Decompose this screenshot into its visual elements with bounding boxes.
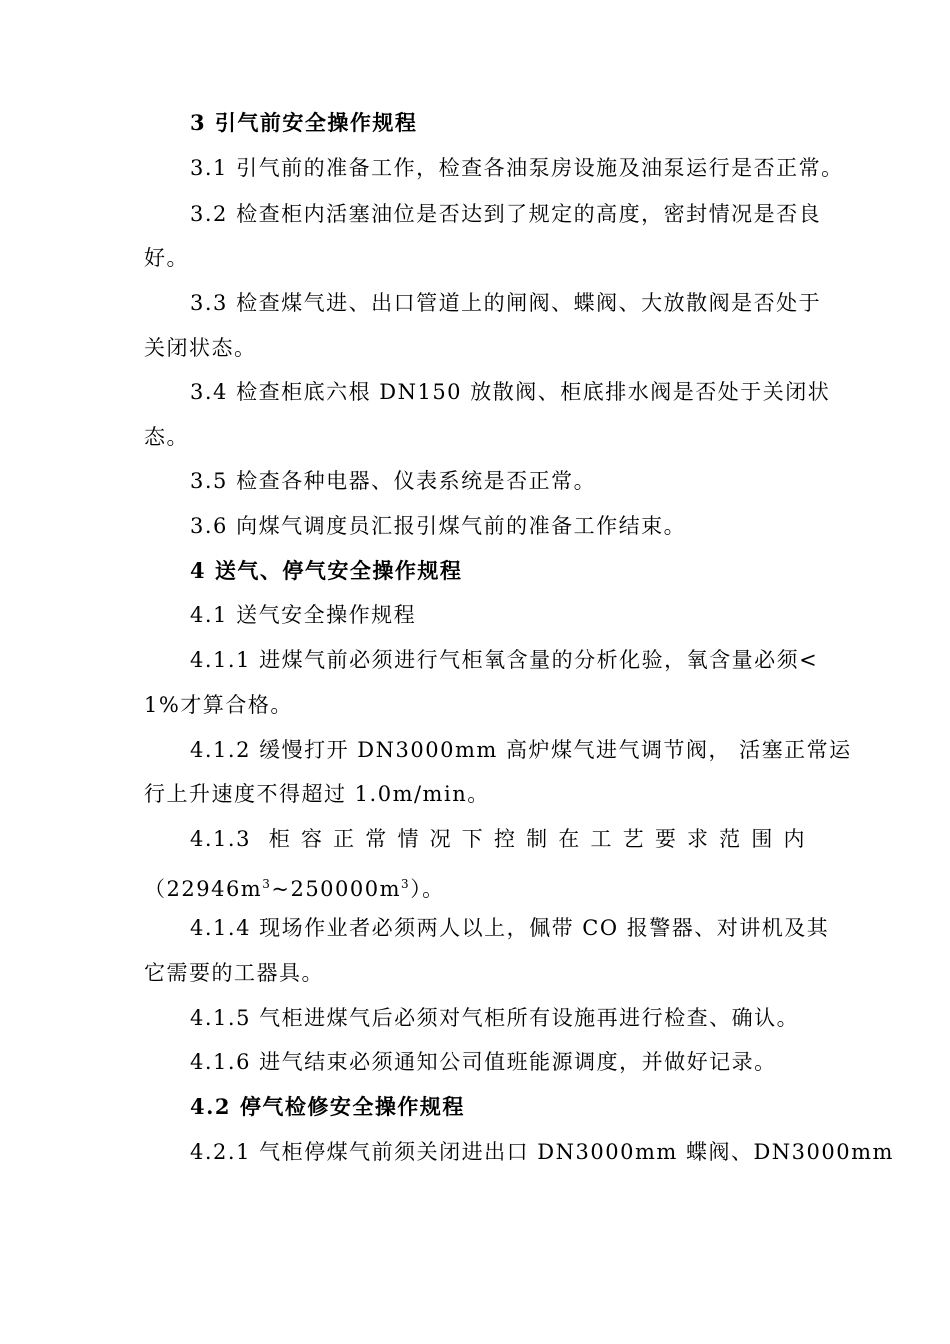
range-close: ）。 bbox=[410, 877, 445, 901]
range-open: （22946m bbox=[144, 877, 263, 901]
paragraph-4-1-6: 4.1.6 进气结束必须通知公司值班能源调度，并做好记录。 bbox=[190, 1050, 777, 1074]
paragraph-4-1-3-line2 bbox=[144, 869, 445, 904]
paragraph-3-3-line1: 3.3 检查煤气进、出口管道上的闸阀、蝶阀、大放散阀是否处于 bbox=[190, 291, 822, 315]
paragraph-3-6: 3.6 向煤气调度员汇报引煤气前的准备工作结束。 bbox=[190, 514, 687, 538]
paragraph-3-3-line2: 关闭状态。 bbox=[144, 336, 257, 360]
paragraph-4-1-2-line2: 行上升速度不得超过 1.0m/min。 bbox=[144, 782, 490, 806]
paragraph-4-1-1-line1: 4.1.1 进煤气前必须进行气柜氧含量的分析化验，氧含量必须< bbox=[190, 648, 819, 672]
section-4-heading: 4 送气、停气安全操作规程 bbox=[190, 558, 463, 583]
cubic-sup-1: 3 bbox=[262, 877, 272, 891]
paragraph-4-2-1-line1: 4.2.1 气柜停煤气前须关闭进出口 DN3000mm 蝶阀、DN3000mm bbox=[190, 1140, 894, 1164]
paragraph-4-1-3-line1: 4.1.3 柜容正常情况下控制在工艺要求范围内 bbox=[190, 827, 806, 851]
paragraph-3-4-line1: 3.4 检查柜底六根 DN150 放散阀、柜底排水阀是否处于关闭状 bbox=[190, 380, 831, 404]
section-4-1-heading: 4.1 送气安全操作规程 bbox=[190, 603, 417, 627]
paragraph-4-1-5: 4.1.5 气柜进煤气后必须对气柜所有设施再进行检查、确认。 bbox=[190, 1006, 800, 1030]
section-4-2-heading: 4.2 停气检修安全操作规程 bbox=[190, 1094, 465, 1119]
paragraph-4-1-4-line1: 4.1.4 现场作业者必须两人以上，佩带 CO 报警器、对讲机及其 bbox=[190, 916, 830, 940]
paragraph-4-1-4-line2: 它需要的工器具。 bbox=[144, 961, 324, 985]
paragraph-3-4-line2: 态。 bbox=[144, 425, 189, 449]
range-mid: ~250000m bbox=[271, 877, 402, 901]
cubic-sup-2: 3 bbox=[401, 877, 411, 891]
paragraph-4-1-2-line1: 4.1.2 缓慢打开 DN3000mm 高炉煤气进气调节阀， 活塞正常运 bbox=[190, 738, 852, 762]
paragraph-3-5: 3.5 检查各种电器、仪表系统是否正常。 bbox=[190, 469, 597, 493]
paragraph-3-2-line1: 3.2 检查柜内活塞油位是否达到了规定的高度，密封情况是否良 bbox=[190, 202, 822, 226]
paragraph-3-1: 3.1 引气前的准备工作，检查各油泵房设施及油泵运行是否正常。 bbox=[190, 156, 844, 180]
section-3-heading: 3 引气前安全操作规程 bbox=[190, 110, 418, 135]
paragraph-3-2-line2: 好。 bbox=[144, 246, 189, 270]
paragraph-4-1-1-line2: 1%才算合格。 bbox=[144, 693, 293, 717]
